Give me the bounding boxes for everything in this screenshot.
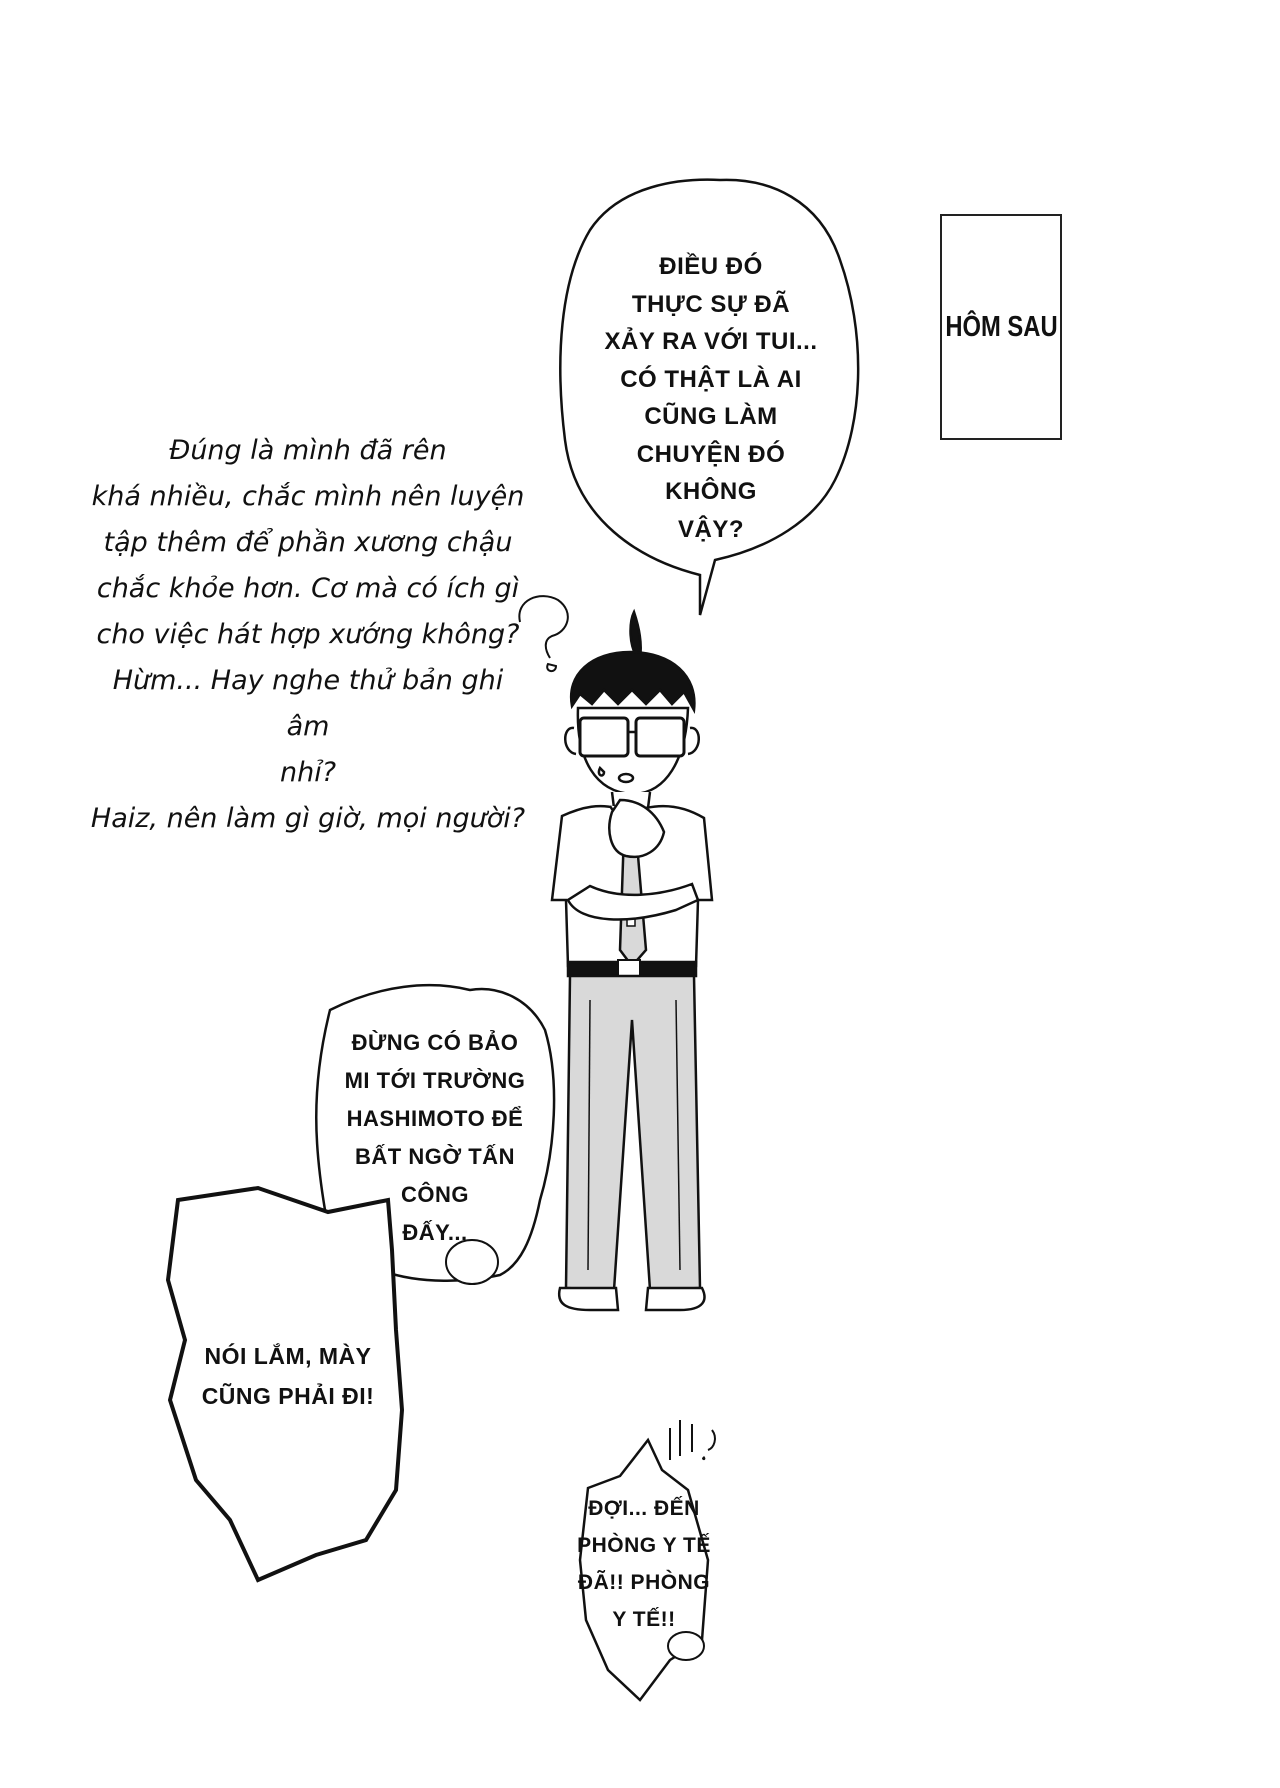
monologue-text: Đúng là mình đã rên khá nhiều, chắc mình nên luyện tập thêm để phần xương chậu chắc khỏe hơn. Cơ mà có ích gì cho việc hát hợp xướng không? Hừm... Hay nghe thử bản ghi âm nhỉ? Haiz, nên làm gì giờ, mọi người? — [90, 435, 526, 834]
shout-bubble-text: NÓI LẮM, MÀY CŨNG PHẢI ĐI! — [201, 1343, 375, 1409]
question-bubble-text: ĐIỀU ĐÓ THỰC SỰ ĐÃ XẢY RA VỚI TUI... CÓ THẬT LÀ AI CŨNG LÀM CHUYỆN ĐÓ KHÔNG VẬY? — [604, 253, 818, 543]
time-caption-box — [940, 214, 1062, 440]
wait-bubble-text: ĐỢI... ĐẾN PHÒNG Y TẾ ĐÃ!! PHÒNG Y TẾ!! — [577, 1497, 711, 1631]
character-figure — [552, 612, 712, 1310]
hashimoto-bubble-text: ĐỪNG CÓ BẢO MI TỚI TRƯỜNG HASHIMOTO ĐỂ BẤT NGỜ TẤN CÔNG ĐẤY... — [344, 1030, 526, 1245]
time-caption: HÔM SAU — [944, 310, 1058, 343]
